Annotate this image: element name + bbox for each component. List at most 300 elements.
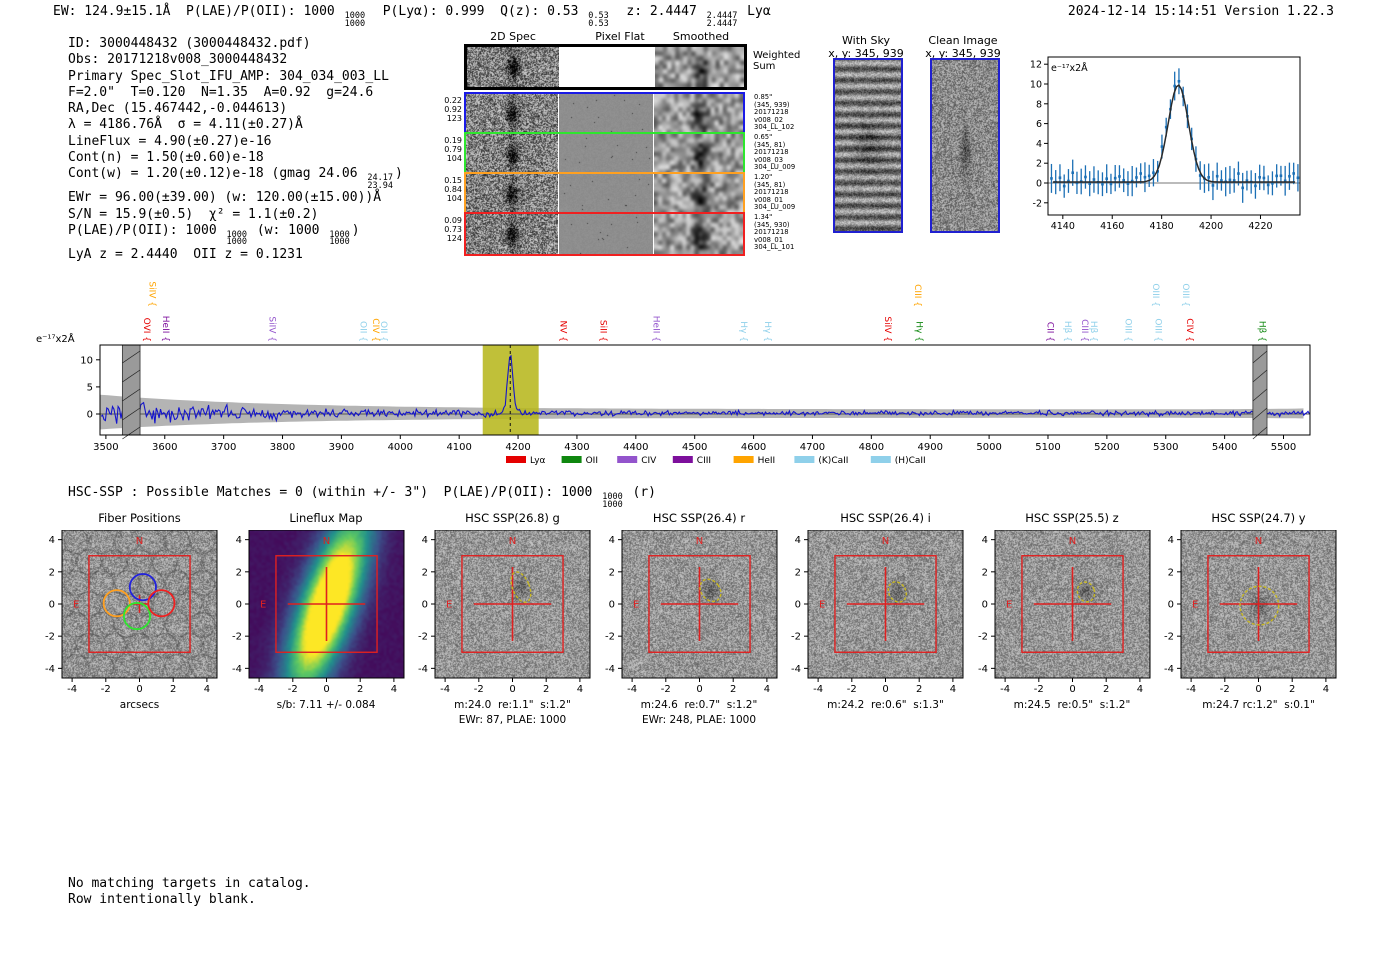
- y-tick-label: 0: [794, 599, 801, 611]
- text-segment: EWr = 96.00(±39.00) (w: 120.00(±15.00))Å: [68, 190, 382, 206]
- x-tick-label: 4300: [564, 442, 590, 453]
- spec2d-row-left-labels: [438, 96, 462, 123]
- line-label-SiIV: SiIV {: [881, 316, 892, 342]
- fiber-id-line: 304_LL_101: [754, 243, 795, 252]
- data-point: [1241, 187, 1244, 190]
- y-tick-label: 12: [1030, 59, 1042, 71]
- spec2d-image: [466, 94, 558, 134]
- img-overlay-svg: [401, 530, 591, 698]
- x-tick-label: 2: [543, 684, 550, 695]
- x-tick-label: 0: [136, 684, 143, 695]
- x-tick-label: 2: [729, 684, 736, 695]
- y-tick-label: 2: [794, 567, 801, 579]
- stacked-fraction: [707, 13, 738, 28]
- data-point: [1207, 176, 1210, 179]
- line-label-Hβ: Hβ {: [1062, 320, 1073, 342]
- line-label-SiIV: SiIV {: [266, 316, 277, 342]
- x-tick-label: 4180: [1149, 221, 1174, 232]
- info-line-7: [68, 150, 403, 166]
- hsc-match-header: [68, 485, 656, 509]
- data-point: [1144, 176, 1147, 179]
- x-tick-label: 4: [1322, 684, 1330, 695]
- panel-caption: m:24.2 re:0.6" s:1.3": [827, 699, 944, 711]
- plot-border: [1048, 57, 1300, 215]
- hsc-panel-img: [774, 530, 964, 698]
- fiber-weight-value: 0.92: [444, 105, 462, 114]
- y-tick-label: -2: [1032, 198, 1042, 210]
- text-segment: (r): [624, 485, 657, 500]
- data-point: [1258, 176, 1261, 179]
- data-point: [1275, 175, 1278, 178]
- hsc-panel-img: [961, 530, 1151, 698]
- img-overlay-svg: [774, 530, 964, 698]
- x-tick-label: 2: [916, 684, 923, 695]
- with-sky-title-text: With Sky: [842, 34, 890, 47]
- img-overlay-svg: [961, 530, 1151, 698]
- spec2d-row-left-labels: [438, 176, 462, 203]
- fraction-top: 1000: [226, 229, 248, 240]
- fiber-id-line: (345, 939): [754, 100, 790, 109]
- text-segment: P(LAE)/P(OII): 1000: [68, 222, 225, 238]
- fiber-weight-value: 0.22: [444, 96, 462, 105]
- y-tick-label: 2: [1167, 567, 1174, 579]
- line-label-SiII: SiII {: [597, 319, 608, 342]
- x-tick-label: -4: [440, 684, 451, 695]
- timestamp-version: 2024-12-14 15:14:51 Version 1.22.3: [1067, 4, 1334, 19]
- y-tick-label: 5: [86, 382, 93, 394]
- pixelflat-image: [559, 174, 653, 214]
- x-tick-label: -4: [67, 684, 78, 695]
- source-ellipse: [885, 579, 910, 606]
- spec2d-row-right-labels: [754, 214, 794, 252]
- masked-band: [122, 345, 140, 435]
- north-label: N: [1068, 536, 1076, 547]
- info-line-4: [68, 101, 403, 117]
- spec2d-image: [467, 47, 559, 87]
- x-tick-label: 4: [763, 684, 770, 695]
- text-segment: z: 2.4447: [610, 4, 705, 19]
- y-tick-label: -2: [231, 631, 242, 643]
- x-tick-label: 0: [1255, 684, 1262, 695]
- spec2d-row-right-labels: [754, 174, 795, 212]
- fraction-bottom: 0.53: [588, 18, 609, 29]
- flux-units-label: e⁻¹⁷x2Å: [36, 334, 75, 345]
- y-tick-label: -2: [791, 631, 801, 643]
- x-tick-label: 3900: [328, 442, 355, 453]
- x-tick-label: 4100: [446, 442, 472, 453]
- full-spectrum-svg: [0, 262, 1400, 472]
- fiber-overlay-svg: [28, 530, 218, 698]
- smoothed-image: [655, 47, 744, 87]
- spec2d-image: [466, 134, 558, 174]
- text-segment: Cont(n) = 1.50(±0.60)e-18: [68, 150, 264, 166]
- line-label-OII: OII {: [377, 321, 388, 342]
- footer-notes: [68, 876, 311, 907]
- text-segment: RA,Dec (15.467442,-0.044613): [68, 101, 288, 117]
- clean-image-cutout: [930, 58, 1000, 233]
- smoothed-image: [654, 94, 743, 134]
- data-point: [1088, 182, 1091, 185]
- y-tick-label: 0: [981, 599, 988, 611]
- fiber-id-line: 20171218: [754, 148, 789, 157]
- panel-title-6: HSC SSP(24.7) y: [1211, 511, 1306, 525]
- x-tick-label: 2: [170, 684, 177, 695]
- img-overlay-svg: [1147, 530, 1337, 698]
- y-tick-label: -4: [45, 663, 55, 675]
- data-point: [1178, 80, 1181, 83]
- info-line-12: [68, 247, 403, 263]
- line-label-NV: NV {: [557, 320, 568, 342]
- spec2d-row-3: [464, 212, 745, 256]
- y-tick-label: -4: [791, 663, 801, 675]
- y-tick-label: -2: [1164, 631, 1174, 643]
- east-label: E: [1191, 599, 1199, 611]
- text-segment: EW: 124.9±15.1Å P(LAE)/P(OII): 1000: [53, 4, 343, 19]
- legend-label: CIII: [696, 456, 712, 466]
- source-ellipse: [507, 569, 535, 605]
- spec2d-row-left-labels: [438, 216, 462, 243]
- y-tick-label: -4: [418, 663, 428, 675]
- line-fit-svg: [1030, 45, 1320, 240]
- text-segment: Lyα: [739, 4, 771, 19]
- x-tick-label: -2: [1033, 684, 1044, 695]
- panel-title-1: Lineflux Map: [289, 511, 363, 525]
- fraction-bottom: 23.94: [367, 180, 394, 191]
- fiber-id-line: 304_LL_102: [754, 123, 795, 132]
- x-tick-label: -2: [473, 684, 484, 695]
- east-label: E: [72, 599, 80, 611]
- data-point: [1229, 179, 1232, 182]
- spec2d-row-0: [464, 92, 745, 136]
- fiber-weight-value: 104: [446, 154, 462, 163]
- stacked-fraction: [588, 13, 608, 28]
- spec2d-image: [466, 214, 558, 254]
- x-tick-label: 4600: [740, 442, 767, 453]
- legend-swatch-OII: [562, 456, 582, 463]
- data-point: [1122, 179, 1125, 182]
- legend-label: (K)CaII: [818, 456, 849, 466]
- column-header-smoothed: Smoothed: [672, 30, 730, 43]
- spec2d-row-right-labels: [754, 134, 795, 172]
- fiber-id-line: 304_LU_009: [754, 163, 796, 172]
- legend-swatch-CIV: [617, 456, 637, 463]
- fraction-bottom: 1000: [329, 237, 350, 248]
- line-label-Hγ: Hγ {: [913, 321, 924, 342]
- legend-swatch-Lyα: [506, 456, 526, 463]
- panel-title-5: HSC SSP(25.5) z: [1025, 511, 1119, 525]
- detection-info-block: [68, 36, 403, 263]
- data-point: [1071, 171, 1074, 174]
- hsc-panel-lineflux: [215, 530, 405, 698]
- x-tick-label: 4: [203, 684, 211, 695]
- line-fit-inset-plot: [1030, 45, 1320, 244]
- y-tick-label: 0: [608, 599, 615, 611]
- stacked-fraction: [602, 494, 622, 509]
- info-line-6: [68, 134, 403, 150]
- stacked-fraction: [345, 13, 365, 28]
- x-tick-label: -2: [1219, 684, 1230, 695]
- data-point: [1093, 178, 1096, 181]
- panel-caption: EWr: 87, PLAE: 1000: [458, 714, 567, 726]
- smoothed-image: [654, 134, 743, 174]
- y-tick-label: 0: [235, 599, 242, 611]
- panel-caption: m:24.6 re:0.7" s:1.2": [640, 699, 758, 711]
- y-tick-label: 2: [608, 567, 615, 579]
- text-segment: (w: 1000: [249, 222, 328, 238]
- x-tick-label: 4220: [1248, 221, 1273, 232]
- panel-caption: arcsecs: [119, 699, 160, 711]
- x-tick-label: -4: [626, 684, 637, 695]
- x-tick-label: 0: [509, 684, 516, 695]
- y-tick-label: 4: [794, 535, 801, 547]
- y-tick-label: 4: [608, 535, 615, 547]
- y-tick-label: -2: [604, 631, 615, 643]
- x-tick-label: -4: [253, 684, 264, 695]
- fraction-top: 1000: [329, 229, 350, 240]
- panel-caption: m:24.5 re:0.5" s:1.2": [1013, 699, 1131, 711]
- legend-label: (H)CaII: [894, 456, 926, 466]
- info-line-5: [68, 117, 403, 133]
- y-tick-label: 2: [981, 567, 988, 579]
- fraction-top: 0.53: [588, 11, 609, 21]
- y-tick-label: 2: [48, 567, 55, 579]
- x-tick-label: -2: [846, 684, 857, 695]
- fiber-circle: [130, 574, 156, 600]
- y-tick-label: 2: [421, 567, 428, 579]
- fraction-top: 1000: [344, 11, 366, 21]
- legend-swatch-(K)CaII: [794, 456, 814, 463]
- data-point: [1280, 174, 1283, 177]
- text-segment: HSC-SSP : Possible Matches = 0 (within +/- 3") P(LAE)/P(OII): 1000: [68, 485, 601, 500]
- text-segment: Cont(w) = 1.20(±0.12)e-18 (gmag 24.06: [68, 166, 366, 182]
- fraction-bottom: 2.4447: [706, 18, 738, 29]
- x-tick-label: 5300: [1153, 442, 1179, 453]
- info-line-8: [68, 166, 403, 190]
- fiber-circle: [148, 590, 174, 616]
- east-label: E: [259, 599, 266, 611]
- clean-image-coords: x, y: 345, 939: [925, 46, 1001, 60]
- footer-line2: Row intentionally blank.: [68, 891, 256, 907]
- y-tick-label: 10: [1030, 79, 1042, 91]
- fiber-id-line: 0.85": [754, 93, 773, 101]
- east-label: E: [632, 599, 639, 611]
- y-tick-label: 4: [981, 535, 988, 547]
- fraction-bottom: 1000: [602, 499, 623, 510]
- y-tick-label: -2: [418, 631, 428, 643]
- data-point: [1267, 184, 1270, 187]
- y-tick-label: 0: [1167, 599, 1174, 611]
- fiber-id-line: (345, 81): [754, 140, 786, 149]
- fiber-circle: [104, 590, 130, 616]
- fiber-weight-value: 104: [446, 194, 462, 203]
- legend-label: HeII: [757, 456, 776, 466]
- fiber-weight-value: 124: [446, 234, 462, 243]
- legend-label: CIV: [641, 456, 657, 466]
- info-line-0: [68, 36, 403, 52]
- x-tick-label: 2: [356, 684, 363, 695]
- y-tick-label: 6: [1035, 119, 1042, 131]
- with-sky-coords: x, y: 345, 939: [828, 46, 904, 60]
- north-label: N: [1254, 536, 1263, 547]
- north-label: N: [508, 536, 517, 547]
- panel-caption: EWr: 248, PLAE: 1000: [641, 714, 757, 726]
- fiber-id-line: v008_03: [754, 155, 784, 164]
- fraction-bottom: 1000: [226, 237, 248, 248]
- x-tick-label: 2: [1289, 684, 1296, 695]
- line-label-OIII: OIII {: [1179, 283, 1190, 307]
- x-tick-label: -2: [100, 684, 111, 695]
- stacked-fraction: [226, 229, 248, 248]
- spec2d-row-left-labels: [438, 136, 462, 163]
- fraction-top: 1000: [602, 492, 623, 502]
- panel-title-4: HSC SSP(26.4) i: [840, 511, 931, 525]
- north-label: N: [695, 536, 703, 547]
- fraction-bottom: 1000: [344, 18, 366, 29]
- fiber-weight-value: 0.09: [444, 216, 462, 225]
- data-point: [1263, 177, 1266, 180]
- text-segment: LyA z = 2.4440 OII z = 0.1231: [68, 246, 303, 262]
- x-tick-label: -2: [660, 684, 671, 695]
- x-tick-label: 3700: [210, 442, 237, 453]
- data-point: [1161, 145, 1164, 148]
- source-ellipse: [1240, 586, 1279, 625]
- panel-title-2: HSC SSP(26.8) g: [465, 511, 560, 525]
- line-label-CIII: CIII {: [1079, 319, 1090, 342]
- x-tick-label: 5500: [1270, 442, 1297, 453]
- data-point: [1237, 172, 1240, 175]
- flux-units-label: e⁻¹⁷x2Å: [1051, 63, 1088, 74]
- info-line-10: [68, 207, 403, 223]
- legend-swatch-HeII: [734, 456, 754, 463]
- x-tick-label: 5100: [1035, 442, 1061, 453]
- stacked-fraction: [329, 229, 350, 248]
- y-tick-label: 2: [1035, 158, 1042, 170]
- img-overlay-svg: [588, 530, 778, 698]
- pixelflat-image: [559, 94, 653, 134]
- x-tick-label: 3600: [152, 442, 178, 453]
- y-tick-label: 0: [86, 409, 93, 421]
- data-point: [1114, 177, 1117, 180]
- y-tick-label: -4: [604, 663, 615, 675]
- clean-image-title-text: Clean Image: [928, 34, 998, 47]
- source-ellipse: [1074, 580, 1097, 605]
- line-label-Hβ: Hβ {: [1087, 320, 1098, 342]
- x-tick-label: 4500: [681, 442, 708, 453]
- weighted-label-line2: Sum: [753, 61, 776, 72]
- x-tick-label: -2: [287, 684, 298, 695]
- data-point: [1139, 172, 1142, 175]
- y-tick-label: 0: [421, 599, 428, 611]
- spec2d-row-right-labels: [754, 94, 794, 132]
- x-tick-label: 4200: [505, 442, 531, 453]
- x-tick-label: 4160: [1100, 221, 1125, 232]
- panel-caption: m:24.0 re:1.1" s:1.2": [454, 699, 571, 711]
- x-tick-label: 0: [322, 684, 330, 695]
- pixelflat-image: [559, 134, 653, 174]
- fiber-weight-value: 0.73: [444, 225, 462, 234]
- y-tick-label: -4: [231, 663, 242, 675]
- x-tick-label: 4: [949, 684, 957, 695]
- north-label: N: [881, 536, 890, 547]
- y-tick-label: 4: [421, 535, 428, 547]
- x-tick-label: 5400: [1211, 442, 1238, 453]
- spec2d-row-1: [464, 132, 745, 176]
- data-point: [1292, 172, 1295, 175]
- fraction-top: 2.4447: [706, 11, 738, 21]
- fiber-id-line: 20171218: [754, 188, 789, 197]
- smoothed-image: [654, 174, 743, 214]
- east-label: E: [818, 599, 826, 611]
- text-segment: F=2.0" T=0.120 N=1.35 A=0.92 g=24.6: [68, 84, 374, 100]
- data-point: [1063, 185, 1066, 188]
- hsc-panel-img: [401, 530, 591, 698]
- x-tick-label: 5000: [976, 442, 1002, 453]
- line-label-CIV: CIV {: [370, 318, 381, 342]
- summary-stats-line: [53, 4, 771, 28]
- line-label-OIII: OIII {: [1122, 318, 1133, 342]
- data-point: [1148, 175, 1151, 178]
- data-point: [1152, 171, 1155, 174]
- x-tick-label: 5200: [1094, 442, 1120, 453]
- x-tick-label: 4: [390, 684, 397, 695]
- clean-image: [932, 60, 998, 231]
- y-tick-label: 4: [1035, 138, 1042, 150]
- x-tick-label: -4: [999, 684, 1010, 695]
- y-tick-label: 4: [48, 535, 55, 547]
- y-tick-label: 10: [80, 355, 93, 367]
- line-label-HeII: HeII {: [160, 315, 171, 342]
- y-tick-label: 4: [1167, 535, 1174, 547]
- spec2d-image: [466, 174, 558, 214]
- fiber-weight-value: 0.19: [444, 136, 462, 145]
- x-tick-label: 4140: [1050, 221, 1075, 232]
- clean-image-title: [893, 35, 1033, 60]
- line-label-HeII: HeII {: [650, 315, 661, 342]
- column-header-pixelflat: Pixel Flat: [595, 30, 645, 43]
- lineflux-overlay-svg: [215, 530, 405, 698]
- fiber-id-line: (345, 81): [754, 180, 786, 189]
- north-label: N: [322, 536, 330, 547]
- y-tick-label: -4: [1164, 663, 1174, 675]
- fiber-weight-value: 0.15: [444, 176, 462, 185]
- x-tick-label: 4700: [799, 442, 826, 453]
- data-point: [1212, 184, 1215, 187]
- pixelflat-image: [559, 214, 653, 254]
- panel-title-0: Fiber Positions: [98, 511, 181, 525]
- y-tick-label: 0: [48, 599, 55, 611]
- x-tick-label: 4: [576, 684, 584, 695]
- hsc-panel-img: [588, 530, 778, 698]
- info-line-9: [68, 190, 403, 206]
- fiber-id-line: 20171218: [754, 108, 789, 117]
- north-label: N: [135, 536, 144, 547]
- fiber-id-line: 20171218: [754, 228, 789, 237]
- line-label-OIII: OIII {: [1152, 318, 1163, 342]
- text-segment: P(Lyα): 0.999 Q(z): 0.53: [367, 4, 587, 19]
- line-label-OIII: OIII {: [1149, 283, 1160, 307]
- spec2d-row-weighted: [464, 44, 747, 90]
- data-point: [1084, 176, 1087, 179]
- legend-swatch-(H)CaII: [871, 456, 891, 463]
- data-point: [1118, 175, 1121, 178]
- line-label-Hγ: Hγ {: [738, 321, 749, 342]
- text-segment: S/N = 15.9(±0.5) χ² = 1.1(±0.2): [68, 206, 319, 222]
- x-tick-label: 4900: [917, 442, 943, 453]
- masked-band: [1253, 345, 1267, 435]
- x-tick-label: 3800: [269, 442, 296, 453]
- data-point: [1110, 183, 1113, 186]
- y-tick-label: 2: [235, 567, 242, 579]
